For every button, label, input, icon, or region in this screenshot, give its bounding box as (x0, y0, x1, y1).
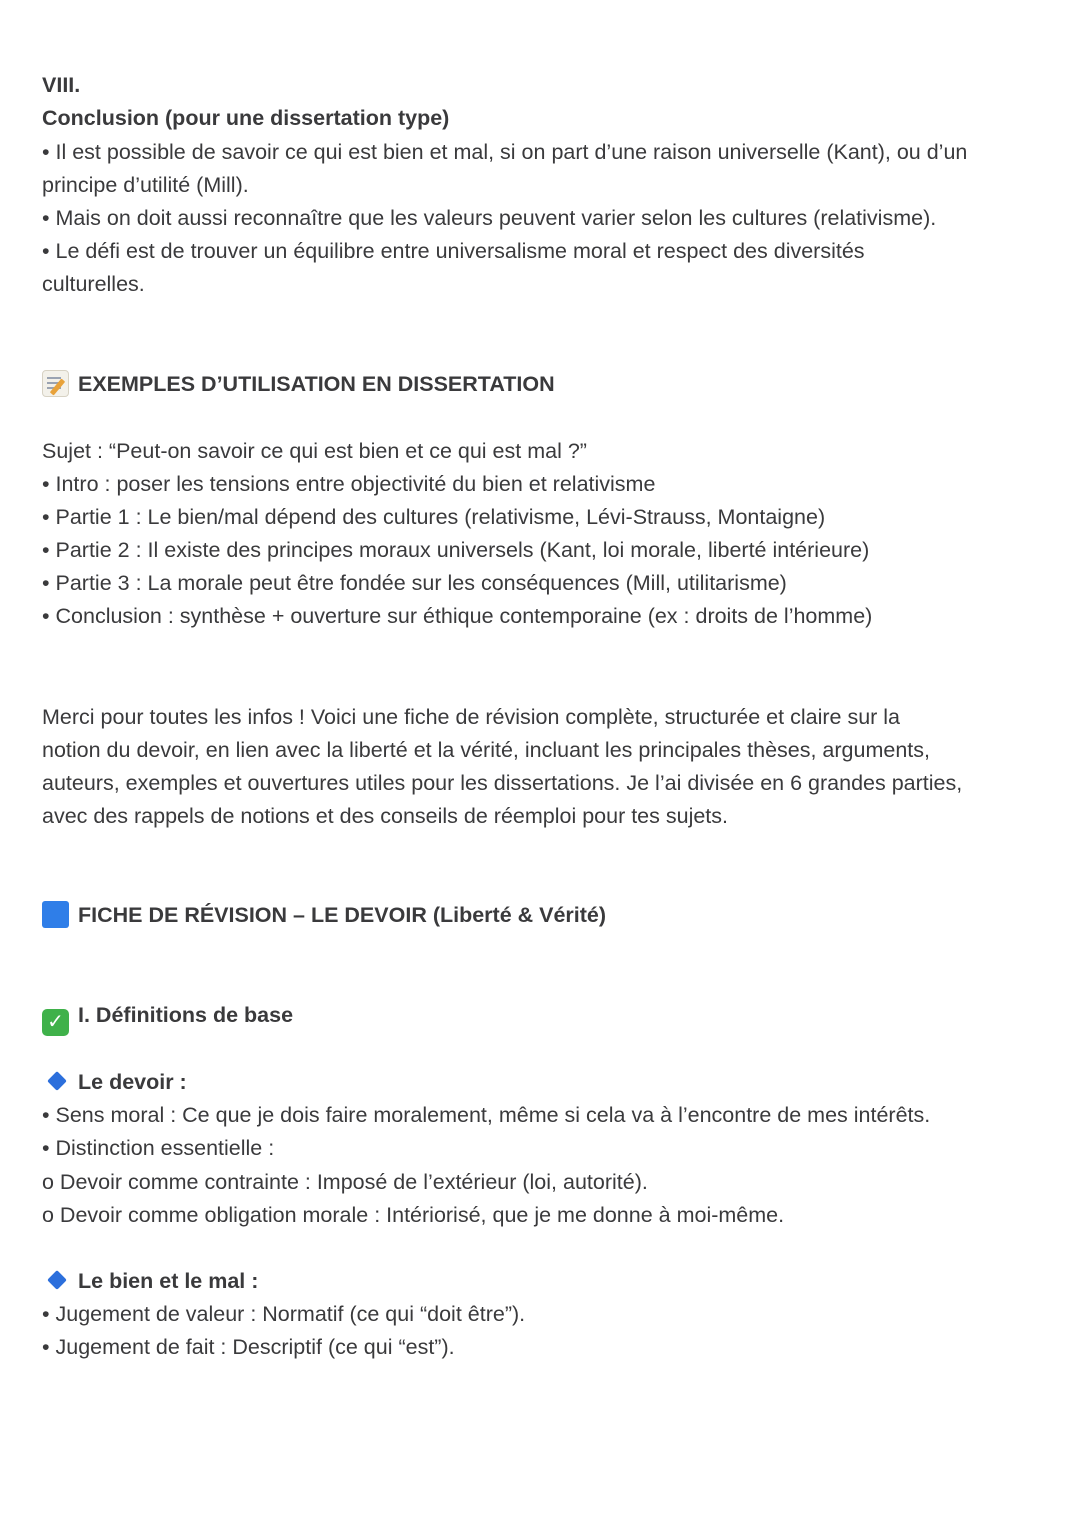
fiche-title-row (42, 899, 606, 932)
examples-subject: Sujet : “Peut-on savoir ce qui est bien et ce qui est mal ?” (42, 439, 587, 463)
devoir-heading: Le devoir : (78, 1070, 187, 1094)
conclusion-bullet-1: • Il est possible de savoir ce qui est bien et mal, si on part d’une raison universelle (Kant), ou d’un (42, 140, 968, 164)
blue-square-icon (42, 901, 69, 928)
devoir-line: • Sens moral : Ce que je dois faire moralement, même si cela va à l’encontre de mes intérêts. (42, 1103, 931, 1127)
list-item: • Intro : poser les tensions entre objectivité du bien et relativisme (42, 472, 656, 496)
bien-mal-line: • Jugement de fait : Descriptif (ce qui “est”). (42, 1335, 455, 1359)
examples-heading-row (42, 368, 555, 401)
list-item: • Partie 1 : Le bien/mal dépend des cultures (relativisme, Lévi-Strauss, Montaigne) (42, 505, 826, 529)
list-item: • Partie 3 : La morale peut être fondée sur les conséquences (Mill, utilitarisme) (42, 571, 787, 595)
conclusion-bullet-1-cont: principe d’utilité (Mill). (42, 173, 249, 197)
diamond-icon (47, 1071, 67, 1091)
section-1-heading-row (42, 999, 293, 1036)
devoir-line: • Distinction essentielle : (42, 1136, 275, 1160)
section-numeral: VIII. (42, 73, 81, 97)
fiche-title: FICHE DE RÉVISION – LE DEVOIR (Liberté & Vérité) (78, 903, 607, 927)
intro-paragraph-line: avec des rappels de notions et des conseils de réemploi pour tes sujets. (42, 804, 729, 828)
devoir-heading-row (42, 1066, 187, 1099)
list-item: • Partie 2 : Il existe des principes moraux universels (Kant, loi morale, liberté intérieure) (42, 538, 870, 562)
bien-mal-heading-row (42, 1265, 258, 1298)
devoir-line: o Devoir comme obligation morale : Intériorisé, que je me donne à moi-même. (42, 1203, 785, 1227)
list-item: • Conclusion : synthèse + ouverture sur éthique contemporaine (ex : droits de l’homme) (42, 604, 873, 628)
section-1-heading: I. Définitions de base (78, 1003, 294, 1027)
memo-icon (42, 370, 69, 397)
devoir-line: o Devoir comme contrainte : Imposé de l’extérieur (loi, autorité). (42, 1170, 648, 1194)
conclusion-bullet-3: • Le défi est de trouver un équilibre entre universalisme moral et respect des diversités (42, 239, 865, 263)
examples-heading: EXEMPLES D’UTILISATION EN DISSERTATION (78, 372, 555, 396)
conclusion-bullet-3-cont: culturelles. (42, 272, 145, 296)
intro-paragraph-line: Merci pour toutes les infos ! Voici une fiche de révision complète, structurée et claire sur la (42, 705, 901, 729)
bien-mal-heading: Le bien et le mal : (78, 1269, 259, 1293)
diamond-icon (47, 1270, 67, 1290)
bien-mal-line: • Jugement de valeur : Normatif (ce qui “doit être”). (42, 1302, 526, 1326)
intro-paragraph-line: auteurs, exemples et ouvertures utiles pour les dissertations. Je l’ai divisée en 6 grandes parties, (42, 771, 963, 795)
conclusion-bullet-2: • Mais on doit aussi reconnaître que les valeurs peuvent varier selon les cultures (relativisme). (42, 206, 937, 230)
check-icon: ✓ (42, 1009, 69, 1036)
conclusion-heading: Conclusion (pour une dissertation type) (42, 106, 450, 130)
intro-paragraph-line: notion du devoir, en lien avec la liberté et la vérité, incluant les principales thèses, arguments, (42, 738, 930, 762)
